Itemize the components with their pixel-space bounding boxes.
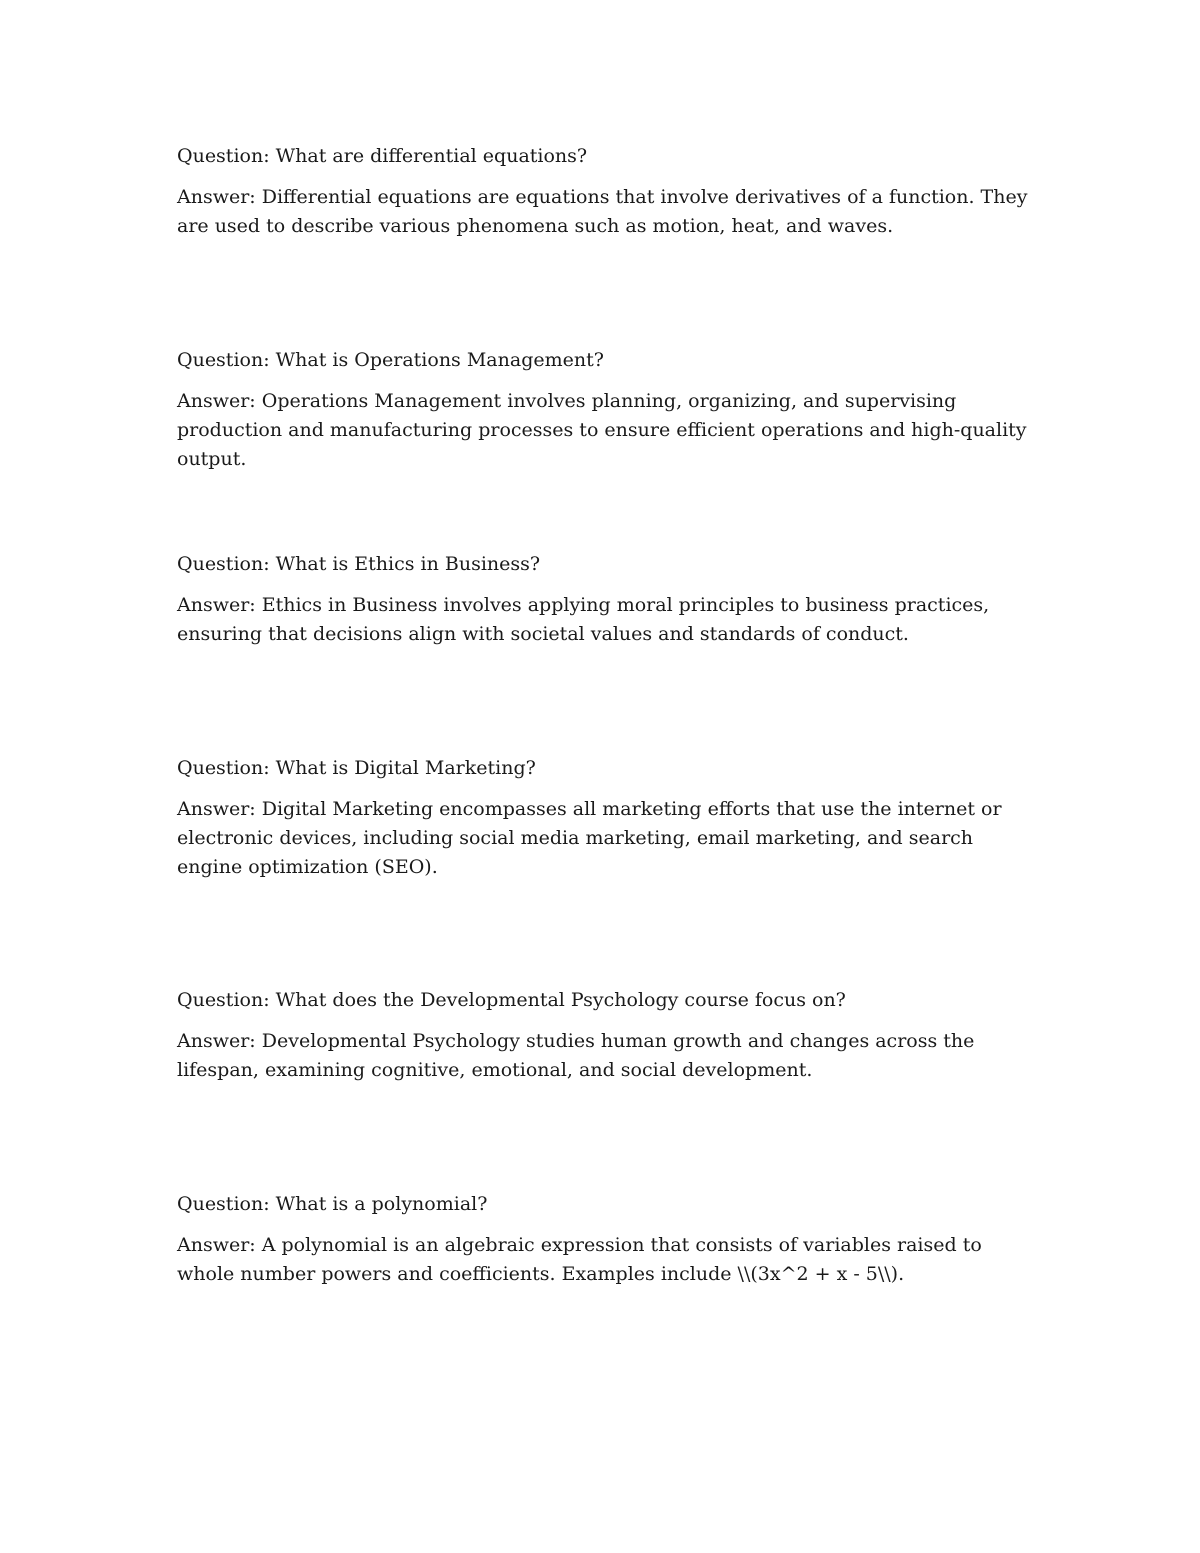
question-text: Question: What is Ethics in Business? <box>177 553 541 575</box>
question-text: Question: What are differential equations? <box>177 145 588 167</box>
answer-text: Answer: Digital Marketing encompasses all marketing efforts that use the internet or electronic devices, including social media marketing, email marketing, and search engine optimization (SEO). <box>177 798 1002 878</box>
qa-item <box>177 550 1037 649</box>
answer-text: Answer: Differential equations are equations that involve derivatives of a function. They are used to describe various phenomena such as motion, heat, and waves. <box>177 186 1028 237</box>
qa-item <box>177 754 1037 882</box>
answer-text: Answer: A polynomial is an algebraic expression that consists of variables raised to whole number powers and coefficients. Examples include \\(3x^2 + x - 5\\). <box>177 1234 982 1285</box>
qa-item <box>177 986 1037 1085</box>
answer-text: Answer: Developmental Psychology studies human growth and changes across the lifespan, examining cognitive, emotional, and social development. <box>177 1030 975 1081</box>
question-text: Question: What is Operations Management? <box>177 349 604 371</box>
qa-item <box>177 142 1037 241</box>
answer-text: Answer: Ethics in Business involves applying moral principles to business practices, ensuring that decisions align with societal values and standards of conduct. <box>177 594 990 645</box>
question-text: Question: What is a polynomial? <box>177 1193 488 1215</box>
qa-item <box>177 346 1037 474</box>
question-text: Question: What does the Developmental Psychology course focus on? <box>177 989 846 1011</box>
qa-item <box>177 1190 1037 1289</box>
answer-text: Answer: Operations Management involves planning, organizing, and supervising production and manufacturing processes to ensure efficient operations and high-quality output. <box>177 390 1027 470</box>
question-text: Question: What is Digital Marketing? <box>177 757 536 779</box>
